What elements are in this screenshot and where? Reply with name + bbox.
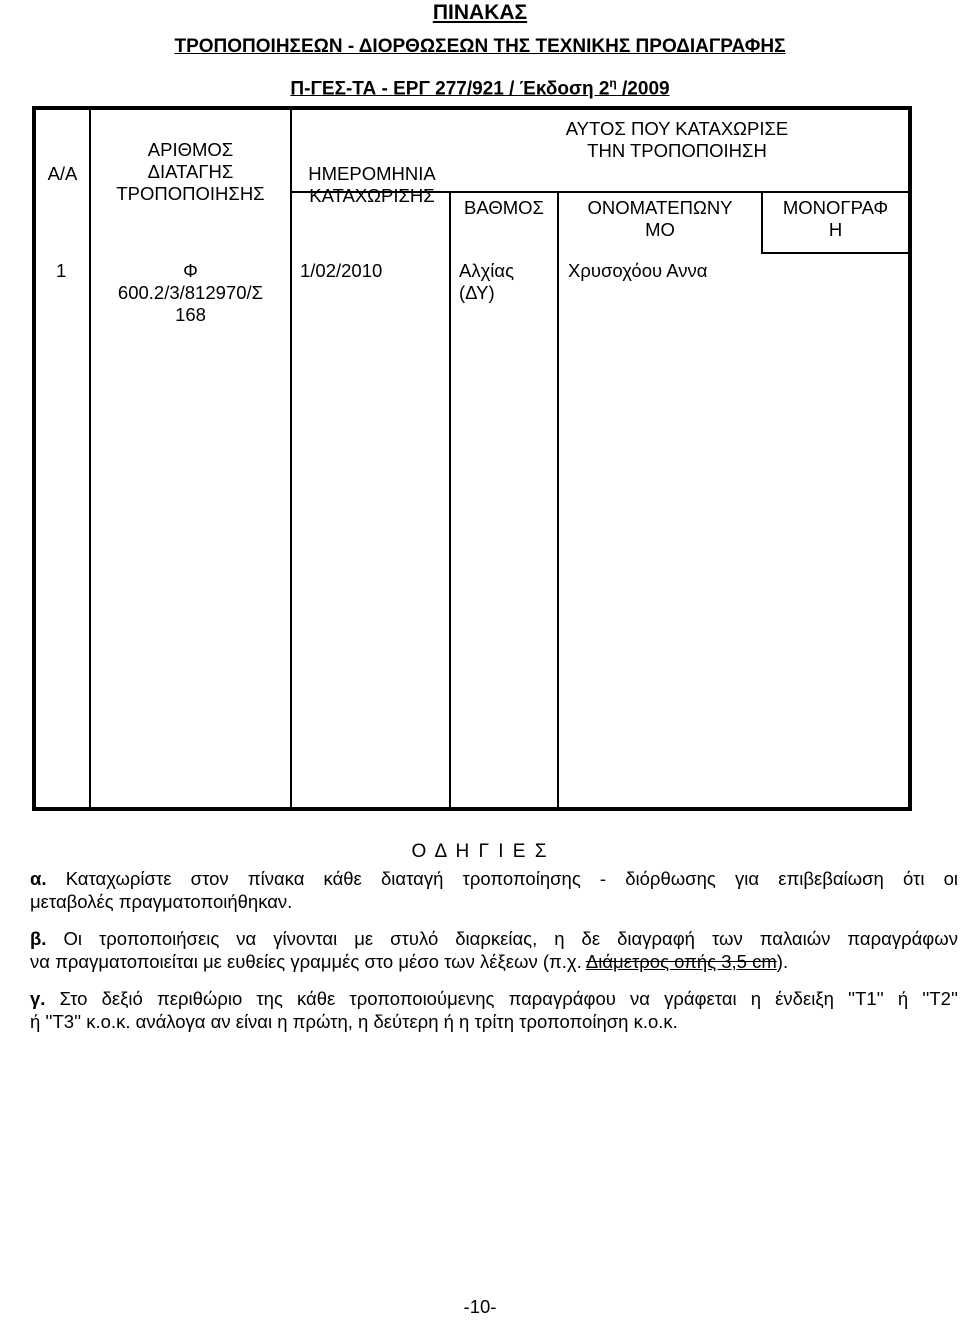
header-aa: Α/Α (47, 163, 78, 184)
header-registrant-group (292, 118, 912, 162)
row-rank-line2: (ΔΥ) (459, 282, 495, 303)
guideline-b-label: β. (30, 928, 47, 949)
row-aa: 1 (56, 260, 67, 281)
guidelines-heading: Ο Δ Η Γ Ι Ε Σ (411, 841, 549, 862)
header-signature (763, 197, 908, 241)
row-order-number-line3: 168 (175, 304, 206, 325)
guideline-a-line1 (30, 867, 958, 890)
guideline-c (30, 987, 958, 1033)
guideline-a-text1: Καταχωρίστε στον πίνακα κάθε διαταγή τροποποίησης - διόρθωσης για επιβεβαίωση ότι οι (65, 868, 958, 889)
header-name-line2: ΜΟ (645, 219, 675, 240)
header-group-line2: ΤΗΝ ΤΡΟΠΟΠΟΙΗΣΗ (587, 140, 767, 161)
row-rank (459, 260, 557, 304)
header-name-line1: ΟΝΟΜΑΤΕΠΩΝΥ (587, 197, 733, 218)
guideline-a-label: α. (30, 868, 47, 889)
row-order-number-line1: Φ (183, 260, 198, 281)
guideline-a-line2: μεταβολές πραγματοποιήθηκαν. (30, 891, 293, 912)
guideline-b-text2: να πραγματοποιείται με ευθείες γραμμές στο μέσο των λέξεων (π.χ. (30, 951, 586, 972)
guideline-c-line1 (30, 987, 958, 1010)
row-order-number-line2: 600.2/3/812970/Σ (117, 282, 264, 303)
spec-prefix: Π-ΓΕΣ-ΤΑ - ΕΡΓ 277/921 / Έκδοση 2 (290, 78, 610, 100)
col-divider-number (290, 110, 292, 807)
col-divider-date (449, 191, 451, 807)
header-date-line2: ΚΑΤΑΧΩΡΙΣΗΣ (309, 185, 435, 206)
row-name: Χρυσοχόου Αννα (568, 260, 708, 281)
guideline-c-text1: Στο δεξιό περιθώριο της κάθε τροποποιούμενης παραγράφου να γράφεται η ένδειξη ''Τ1'' ή ''Τ2'' (59, 988, 959, 1009)
col-divider-aa (89, 110, 91, 807)
guideline-b-text3: ). (776, 951, 789, 972)
amendments-table (32, 106, 912, 811)
guideline-b (30, 927, 958, 973)
guideline-c-line2: ή ''Τ3'' κ.ο.κ. ανάλογα αν είναι η πρώτη, η δεύτερη ή η τρίτη τροποποίηση κ.ο.κ. (30, 1011, 678, 1032)
header-order-number-line2: ΔΙΑΤΑΓΗΣ (147, 161, 234, 182)
header-registration-date (292, 163, 452, 207)
header-full-name (559, 197, 761, 241)
spec-reference (0, 71, 960, 101)
spec-suffix: /2009 (616, 78, 670, 100)
guideline-b-text1: Οι τροποποιήσεις να γίνονται με στυλό διαρκείας, η δε διαγραφή των παλαιών παραγράφων (63, 928, 958, 949)
header-signature-line1: ΜΟΝΟΓΡΑΦ (782, 197, 889, 218)
header-order-number-line3: ΤΡΟΠΟΠΟΙΗΣΗΣ (116, 183, 265, 204)
guideline-a (30, 867, 958, 913)
document-title: ΠΙΝΑΚΑΣ (432, 1, 528, 24)
page-number: -10- (463, 1296, 497, 1317)
header-signature-line2: Η (828, 219, 843, 240)
signature-header-divider (761, 252, 908, 254)
header-date-line1: ΗΜΕΡΟΜΗΝΙΑ (308, 163, 436, 184)
header-group-line1: ΑΥΤΟΣ ΠΟΥ ΚΑΤΑΧΩΡΙΣΕ (565, 118, 789, 139)
spec-superscript: η (609, 76, 617, 90)
header-order-number-line1: ΑΡΙΘΜΟΣ (147, 139, 234, 160)
col-divider-rank (557, 191, 559, 807)
row-date: 1/02/2010 (300, 260, 383, 281)
guideline-b-line1 (30, 927, 958, 950)
guideline-b-line2 (30, 950, 958, 973)
document-subtitle: ΤΡΟΠΟΠΟΙΗΣΕΩΝ - ΔΙΟΡΘΩΣΕΩΝ ΤΗΣ ΤΕΧΝΙΚΗΣ ΠΡΟΔΙΑΓΡΑΦΗΣ (174, 36, 786, 57)
header-rank: ΒΑΘΜΟΣ (464, 197, 544, 218)
guideline-c-label: γ. (30, 988, 46, 1009)
strikethrough-example: Διάμετρος οπής 3,5 cm (585, 951, 777, 972)
row-order-number (91, 260, 290, 326)
header-order-number (91, 139, 290, 205)
row-rank-line1: Αλχίας (459, 260, 515, 281)
